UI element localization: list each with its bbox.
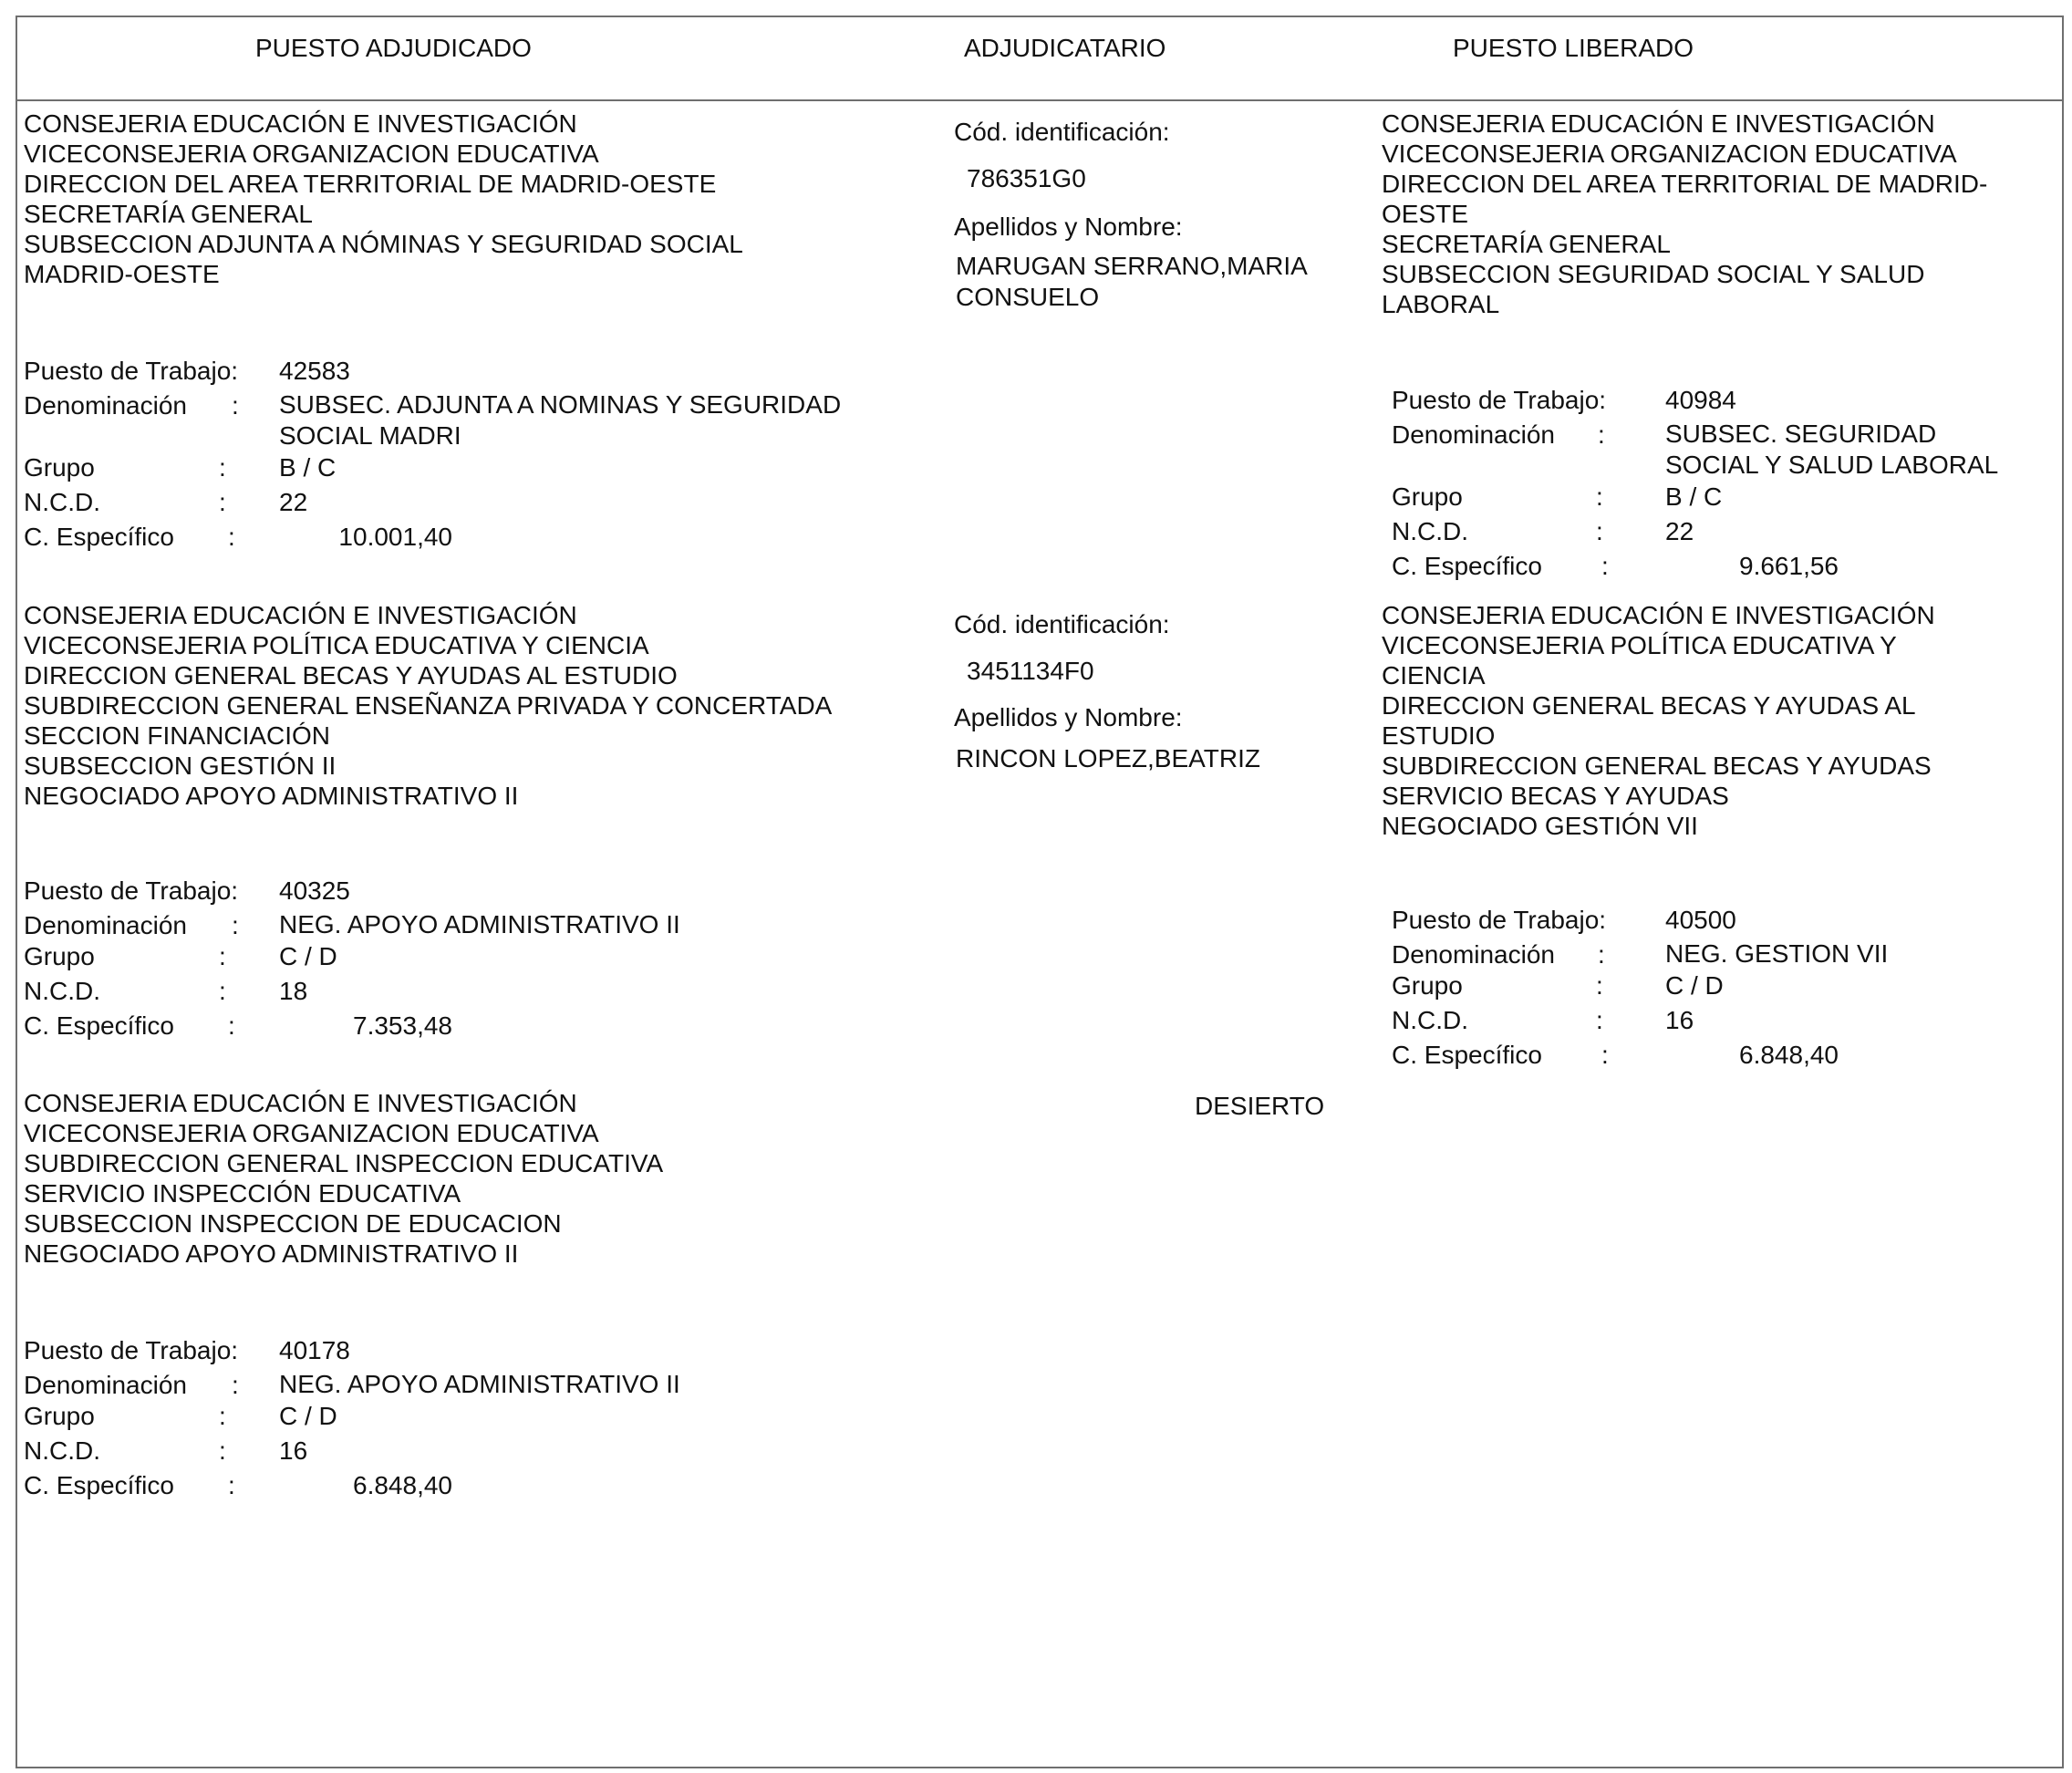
nombre-line-1: RINCON LOPEZ,BEATRIZ xyxy=(956,744,1260,772)
colon: : xyxy=(219,453,226,482)
denominacion-line-1: NEG. APOYO ADMINISTRATIVO II xyxy=(279,1370,680,1398)
colon: : xyxy=(219,977,226,1005)
puesto-number: 40178 xyxy=(279,1336,350,1364)
label-ncd: N.C.D. xyxy=(24,488,100,516)
label-c-especifico: C. Específico xyxy=(1392,1041,1542,1069)
denominacion-line-1: SUBSEC. ADJUNTA A NOMINAS Y SEGURIDAD xyxy=(279,390,842,419)
label-ncd: N.C.D. xyxy=(1392,517,1468,545)
colon: : xyxy=(219,1436,226,1465)
entry-2-liberado-org: CONSEJERIA EDUCACIÓN E INVESTIGACIÓN VICECONSEJERIA POLÍTICA EDUCATIVA Y CIENCIA DIRECCION GENERAL BECAS Y AYUDAS AL ESTUDIO SUBDIRECCION GENERAL BECAS Y AYUDAS SERVICIO BECAS Y AYUDAS NEGOCIADO GESTIÓN VII xyxy=(1382,601,1935,840)
colon: : xyxy=(232,1371,239,1399)
colon: : xyxy=(219,942,226,970)
label-ncd: N.C.D. xyxy=(24,1436,100,1465)
cod-identificacion-value: 3451134F0 xyxy=(967,657,1094,685)
label-puesto-de-trabajo: Puesto de Trabajo: xyxy=(1392,906,1607,934)
grupo-value: C / D xyxy=(1665,971,1724,1000)
label-grupo: Grupo xyxy=(24,1402,95,1430)
label-denominacion: Denominación xyxy=(24,1371,187,1399)
ncd-value: 18 xyxy=(279,977,308,1005)
denominacion-line-1: SUBSEC. SEGURIDAD xyxy=(1665,420,1937,448)
label-denominacion: Denominación xyxy=(1392,940,1555,969)
puesto-number: 42583 xyxy=(279,357,350,385)
grupo-value: B / C xyxy=(279,453,337,482)
colon: : xyxy=(1596,1006,1603,1034)
entry-2-adjudicado-org: CONSEJERIA EDUCACIÓN E INVESTIGACIÓN VICECONSEJERIA POLÍTICA EDUCATIVA Y CIENCIA DIRECCION GENERAL BECAS Y AYUDAS AL ESTUDIO SUBDIRECCION GENERAL ENSEÑANZA PRIVADA Y CONCERTADA SECCION FINANCIACIÓN SUBSECCION GESTIÓN II NEGOCIADO APOYO ADMINISTRATIVO II xyxy=(24,601,833,810)
denominacion-line-1: NEG. APOYO ADMINISTRATIVO II xyxy=(279,910,680,938)
nombre-line-1: MARUGAN SERRANO,MARIA xyxy=(956,252,1308,280)
denominacion-line-2: SOCIAL MADRI xyxy=(279,421,461,450)
colon: : xyxy=(232,391,239,420)
puesto-number: 40984 xyxy=(1665,386,1736,414)
label-apellidos-nombre: Apellidos y Nombre: xyxy=(954,703,1183,731)
label-c-especifico: C. Específico xyxy=(24,1011,174,1040)
grupo-value: B / C xyxy=(1665,482,1723,511)
label-ncd: N.C.D. xyxy=(24,977,100,1005)
colon: : xyxy=(232,911,239,939)
entry-1-adjudicado-org: CONSEJERIA EDUCACIÓN E INVESTIGACIÓN VICECONSEJERIA ORGANIZACION EDUCATIVA DIRECCION DEL AREA TERRITORIAL DE MADRID-OESTE SECRETARÍA GENERAL SUBSECCION ADJUNTA A NÓMINAS Y SEGURIDAD SOCIAL MADRID-OESTE xyxy=(24,109,743,288)
colon: : xyxy=(1598,420,1605,449)
label-ncd: N.C.D. xyxy=(1392,1006,1468,1034)
entry-1-liberado-org: CONSEJERIA EDUCACIÓN E INVESTIGACIÓN VICECONSEJERIA ORGANIZACION EDUCATIVA DIRECCION DEL AREA TERRITORIAL DE MADRID- OESTE SECRETARÍA GENERAL SUBSECCION SEGURIDAD SOCIAL Y SALUD LABORAL xyxy=(1382,109,1988,318)
puesto-number: 40325 xyxy=(279,876,350,905)
colon: : xyxy=(1596,482,1603,511)
grupo-value: C / D xyxy=(279,942,337,970)
colon: : xyxy=(1598,940,1605,969)
label-grupo: Grupo xyxy=(24,942,95,970)
entry-3-desierto-status: DESIERTO xyxy=(1195,1092,1325,1120)
colon: : xyxy=(219,1402,226,1430)
label-c-especifico: C. Específico xyxy=(1392,552,1542,580)
label-puesto-de-trabajo: Puesto de Trabajo: xyxy=(24,1336,239,1364)
label-puesto-de-trabajo: Puesto de Trabajo: xyxy=(1392,386,1607,414)
label-apellidos-nombre: Apellidos y Nombre: xyxy=(954,213,1183,241)
label-grupo: Grupo xyxy=(24,453,95,482)
label-cod-identificacion: Cód. identificación: xyxy=(954,610,1170,638)
header-adjudicatario: ADJUDICATARIO xyxy=(964,34,1166,62)
header-puesto-adjudicado: PUESTO ADJUDICADO xyxy=(255,34,532,62)
c-especifico-value: 9.661,56 xyxy=(1739,552,1839,580)
denominacion-line-2: SOCIAL Y SALUD LABORAL xyxy=(1665,451,1999,479)
label-puesto-de-trabajo: Puesto de Trabajo: xyxy=(24,876,239,905)
c-especifico-value: 6.848,40 xyxy=(353,1471,452,1499)
cod-identificacion-value: 786351G0 xyxy=(967,164,1086,192)
colon: : xyxy=(228,523,235,551)
nombre-line-2: CONSUELO xyxy=(956,283,1100,311)
header-puesto-liberado: PUESTO LIBERADO xyxy=(1453,34,1694,62)
ncd-value: 22 xyxy=(279,488,308,516)
ncd-value: 16 xyxy=(279,1436,308,1465)
label-grupo: Grupo xyxy=(1392,971,1463,1000)
label-grupo: Grupo xyxy=(1392,482,1463,511)
label-denominacion: Denominación xyxy=(24,391,187,420)
entry-3-adjudicado-org: CONSEJERIA EDUCACIÓN E INVESTIGACIÓN VICECONSEJERIA ORGANIZACION EDUCATIVA SUBDIRECCION GENERAL INSPECCION EDUCATIVA SERVICIO INSPECCIÓN EDUCATIVA SUBSECCION INSPECCION DE EDUCACION NEGOCIADO APOYO ADMINISTRATIVO II xyxy=(24,1089,664,1268)
label-c-especifico: C. Específico xyxy=(24,523,174,551)
colon: : xyxy=(219,488,226,516)
colon: : xyxy=(1601,1041,1609,1069)
ncd-value: 16 xyxy=(1665,1006,1694,1034)
label-c-especifico: C. Específico xyxy=(24,1471,174,1499)
header-divider xyxy=(16,99,2064,101)
label-cod-identificacion: Cód. identificación: xyxy=(954,118,1170,146)
grupo-value: C / D xyxy=(279,1402,337,1430)
colon: : xyxy=(228,1011,235,1040)
puesto-number: 40500 xyxy=(1665,906,1736,934)
colon: : xyxy=(1596,517,1603,545)
label-denominacion: Denominación xyxy=(1392,420,1555,449)
label-puesto-de-trabajo: Puesto de Trabajo: xyxy=(24,357,239,385)
colon: : xyxy=(1596,971,1603,1000)
c-especifico-value: 7.353,48 xyxy=(353,1011,452,1040)
colon: : xyxy=(228,1471,235,1499)
denominacion-line-1: NEG. GESTION VII xyxy=(1665,939,1889,968)
label-denominacion: Denominación xyxy=(24,911,187,939)
colon: : xyxy=(1601,552,1609,580)
c-especifico-value: 10.001,40 xyxy=(338,523,452,551)
ncd-value: 22 xyxy=(1665,517,1694,545)
c-especifico-value: 6.848,40 xyxy=(1739,1041,1839,1069)
